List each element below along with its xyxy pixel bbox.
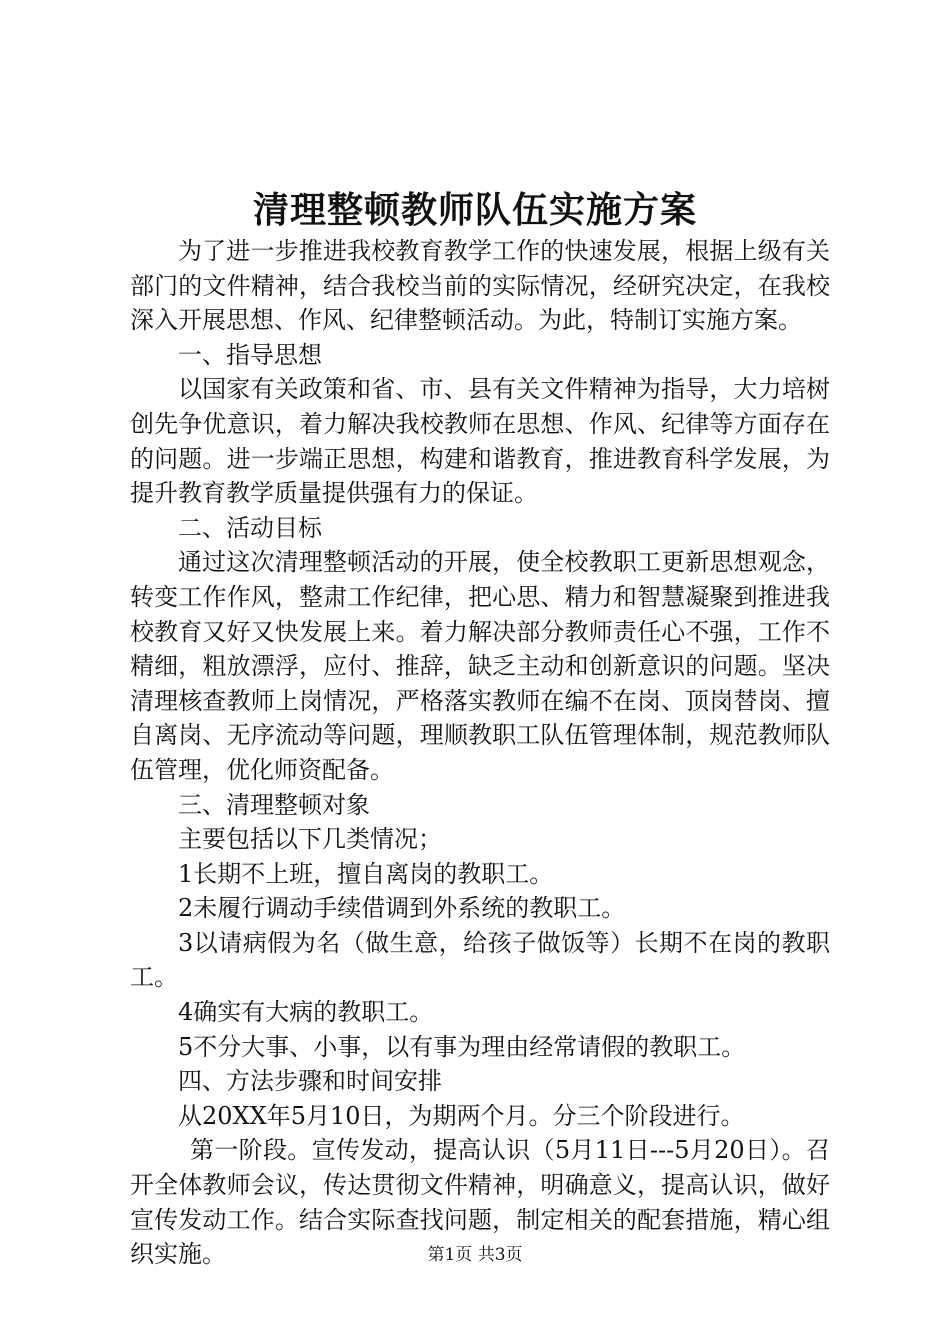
activity-goals-paragraph: 通过这次清理整顿活动的开展，使全校教职工更新思想观念，转变工作作风，整肃工作纪律，把心思、精力和智慧凝聚到推进我校教育又好又快发展上来。着力解决部分教师责任心不强，工作不精细，粗放漂浮，应付、推辞，缺乏主动和创新意识的问题。坚决清理核查教师上岗情况，严格落实教师在编不在岗、顶岗替岗、擅自离岗、无序流动等问题，理顺教职工队伍管理体制，规范教师队伍管理，优化师资配备。: [130, 548, 830, 784]
target-item-2: 2未履行调动手续借调到外系统的教职工。: [178, 894, 626, 923]
document-body: [130, 234, 830, 1272]
target-item-1: 1长期不上班，擅自离岗的教职工。: [178, 859, 554, 888]
target-item-5: 5不分大事、小事，以有事为理由经常请假的教职工。: [178, 1032, 746, 1061]
targets-intro-paragraph: 主要包括以下几类情况；: [178, 825, 442, 854]
document-title: 清理整顿教师队伍实施方案: [252, 189, 697, 231]
target-item-3: 3以请病假为名（做生意，给孩子做饭等）长期不在岗的教职工。: [130, 928, 830, 992]
target-item-4: 4确实有大病的教职工。: [178, 998, 434, 1027]
section-heading-activity-goals: 二、活动目标: [178, 513, 322, 542]
phase-one-paragraph: 第一阶段。宣传发动，提高认识（5月11日---5月20日）。召开全体教师会议，传达贯彻文件精神，明确意义，提高认识，做好宣传发动工作。结合实际查找问题，制定相关的配套措施，精心组织实施。: [130, 1136, 830, 1269]
intro-paragraph: 为了进一步推进我校教育教学工作的快速发展，根据上级有关部门的文件精神，结合我校当前的实际情况，经研究决定，在我校深入开展思想、作风、纪律整顿活动。为此，特制订实施方案。: [130, 237, 830, 335]
section-heading-targets: 三、清理整顿对象: [178, 790, 370, 819]
page-footer: 第1页 共3页: [427, 1245, 523, 1265]
schedule-overview-paragraph: 从20XX年5月10日，为期两个月。分三个阶段进行。: [178, 1101, 745, 1130]
guiding-ideology-paragraph: 以国家有关政策和省、市、县有关文件精神为指导，大力培树创先争优意识，着力解决我校教师在思想、作风、纪律等方面存在的问题。进一步端正思想，构建和谐教育，推进教育科学发展，为提升教育教学质量提供强有力的保证。: [130, 375, 830, 508]
section-heading-guiding-ideology: 一、指导思想: [178, 340, 322, 369]
section-heading-methods-schedule: 四、方法步骤和时间安排: [178, 1067, 442, 1096]
